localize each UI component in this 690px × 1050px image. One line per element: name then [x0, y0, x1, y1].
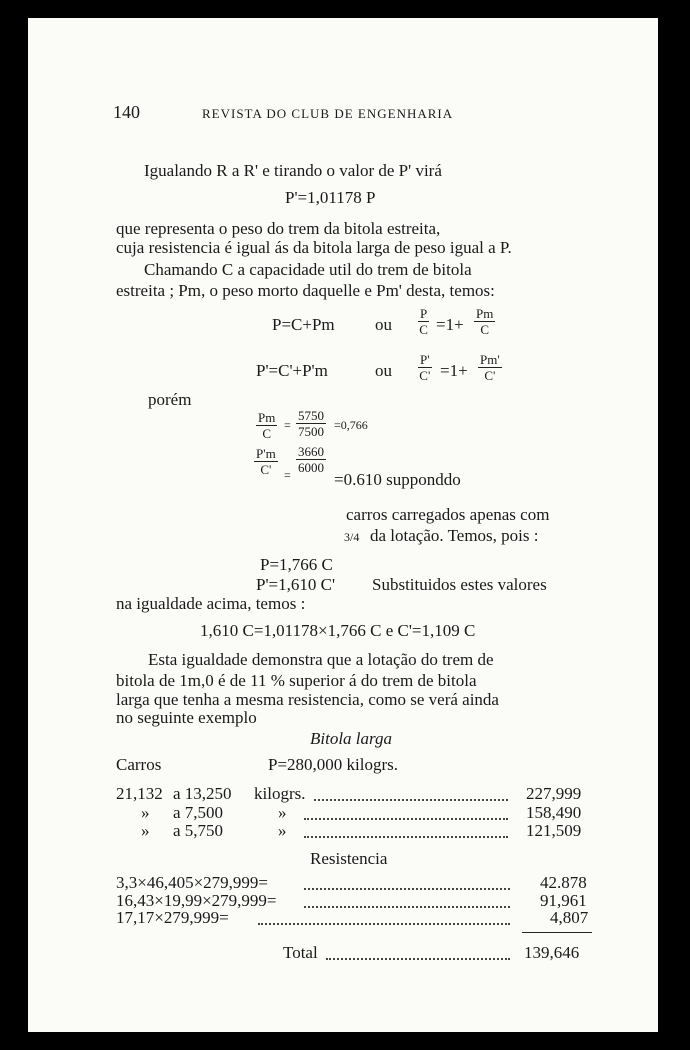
table-value: 121,509 [526, 821, 582, 840]
leader-dots [304, 818, 508, 820]
table-column-label: Carros [116, 755, 162, 774]
equation: P'=1,01178 P [285, 188, 376, 207]
fraction [296, 408, 326, 439]
fraction [256, 410, 277, 441]
fraction-denominator: C [480, 322, 489, 337]
fraction [296, 444, 326, 475]
fraction-numerator: Pm [258, 410, 276, 425]
fraction [254, 446, 278, 477]
total-value: 139,646 [524, 943, 580, 962]
equation-left: P=C+Pm [272, 315, 335, 334]
fraction-denominator: C' [419, 368, 431, 383]
equation-or: ou [375, 361, 392, 380]
table-cell: » [141, 821, 150, 840]
table-cell: a 5,750 [173, 821, 224, 840]
fraction-denominator: C' [260, 462, 272, 477]
leader-dots [304, 888, 510, 890]
leader-dots [326, 958, 510, 960]
fraction [418, 306, 429, 337]
ratio-result: =0.610 supponddo [334, 470, 461, 489]
equals-sign: = [284, 468, 291, 482]
equals-sign: = [284, 418, 291, 432]
fraction-denominator: C [419, 322, 428, 337]
text-line: estreita ; Pm, o peso morto daquelle e Pm' desta, temos: [116, 281, 495, 300]
table-value: 158,490 [526, 803, 582, 822]
table-cell: 16,43×19,99×279,999= [116, 891, 277, 910]
total-label: Total [283, 943, 318, 962]
table-value: 227,999 [526, 784, 582, 803]
fraction [418, 352, 432, 383]
fraction-denominator: C [262, 426, 271, 441]
fraction-denominator: 7500 [298, 424, 324, 439]
equation-or: ou [375, 315, 392, 334]
fraction-numerator: P' [420, 352, 430, 367]
text-line: porém [148, 390, 192, 409]
table-value: 4,807 [550, 908, 589, 927]
fraction-denominator: C' [484, 368, 496, 383]
table-cell: » [141, 803, 150, 822]
fraction [478, 352, 502, 383]
text-line: Substituidos estes valores [372, 575, 547, 594]
table-value: 91,961 [540, 891, 587, 910]
fraction-numerator: 5750 [298, 408, 324, 423]
text-line: larga que tenha a mesma resistencia, como se verá ainda [116, 690, 499, 709]
table-cell: » [278, 821, 287, 840]
text-line: Igualando R a R' e tirando o valor de P' virá [144, 161, 442, 180]
text-line: Chamando C a capacidade util do trem de bitola [144, 260, 472, 279]
table-cell: » [278, 803, 287, 822]
text-line: cuja resistencia é igual ás da bitola larga de peso igual a P. [116, 238, 512, 257]
table-cell: kilogrs. [254, 784, 306, 803]
equation: P=1,766 C [260, 555, 333, 574]
table-weight-label: P=280,000 kilogrs. [268, 755, 399, 774]
ratio-result: =0,766 [334, 418, 368, 432]
table-cell: 21,132 [116, 784, 163, 803]
equation: P'=1,610 C' [256, 575, 336, 594]
text-line: da lotação. Temos, pois : [370, 526, 539, 545]
sum-rule [522, 932, 592, 933]
document-page [28, 18, 658, 1032]
text-line: que representa o peso do trem da bitola estreita, [116, 219, 441, 238]
leader-dots [314, 799, 508, 801]
table-cell: 17,17×279,999= [116, 908, 229, 927]
fraction-numerator: Pm [476, 306, 494, 321]
text-line: na igualdade acima, temos : [116, 594, 306, 613]
text-line: bitola de 1m,0 é de 11 % superior á do trem de bitola [116, 671, 477, 690]
fraction-numerator: P [420, 306, 428, 321]
fraction-numerator: Pm' [480, 352, 500, 367]
equation-middle: =1+ [440, 361, 468, 380]
leader-dots [304, 906, 510, 908]
fraction-inline: 3/4 [344, 530, 360, 544]
equation: 1,610 C=1,01178×1,766 C e C'=1,109 C [200, 621, 476, 640]
text-line: Esta igualdade demonstra que a lotação do trem de [148, 650, 494, 669]
fraction [474, 306, 495, 337]
equation-middle: =1+ [436, 315, 464, 334]
table-title: Resistencia [310, 849, 388, 868]
table-cell: 3,3×46,405×279,999= [116, 873, 269, 892]
fraction-numerator: P'm [256, 446, 276, 461]
page-edge-shadow [672, 30, 678, 1020]
table-title: Bitola larga [310, 729, 393, 748]
leader-dots [304, 836, 508, 838]
fraction-denominator: 6000 [298, 460, 324, 475]
page-number: 140 [113, 102, 140, 122]
fraction-numerator: 3660 [298, 444, 324, 459]
leader-dots [258, 923, 510, 925]
running-title: REVISTA DO CLUB DE ENGENHARIA [202, 106, 454, 121]
table-cell: a 7,500 [173, 803, 224, 822]
equation-left: P'=C'+P'm [256, 361, 328, 380]
table-value: 42.878 [540, 873, 587, 892]
text-line: carros carregados apenas com [346, 505, 550, 524]
text-line: no seguinte exemplo [116, 708, 257, 727]
table-cell: a 13,250 [173, 784, 232, 803]
